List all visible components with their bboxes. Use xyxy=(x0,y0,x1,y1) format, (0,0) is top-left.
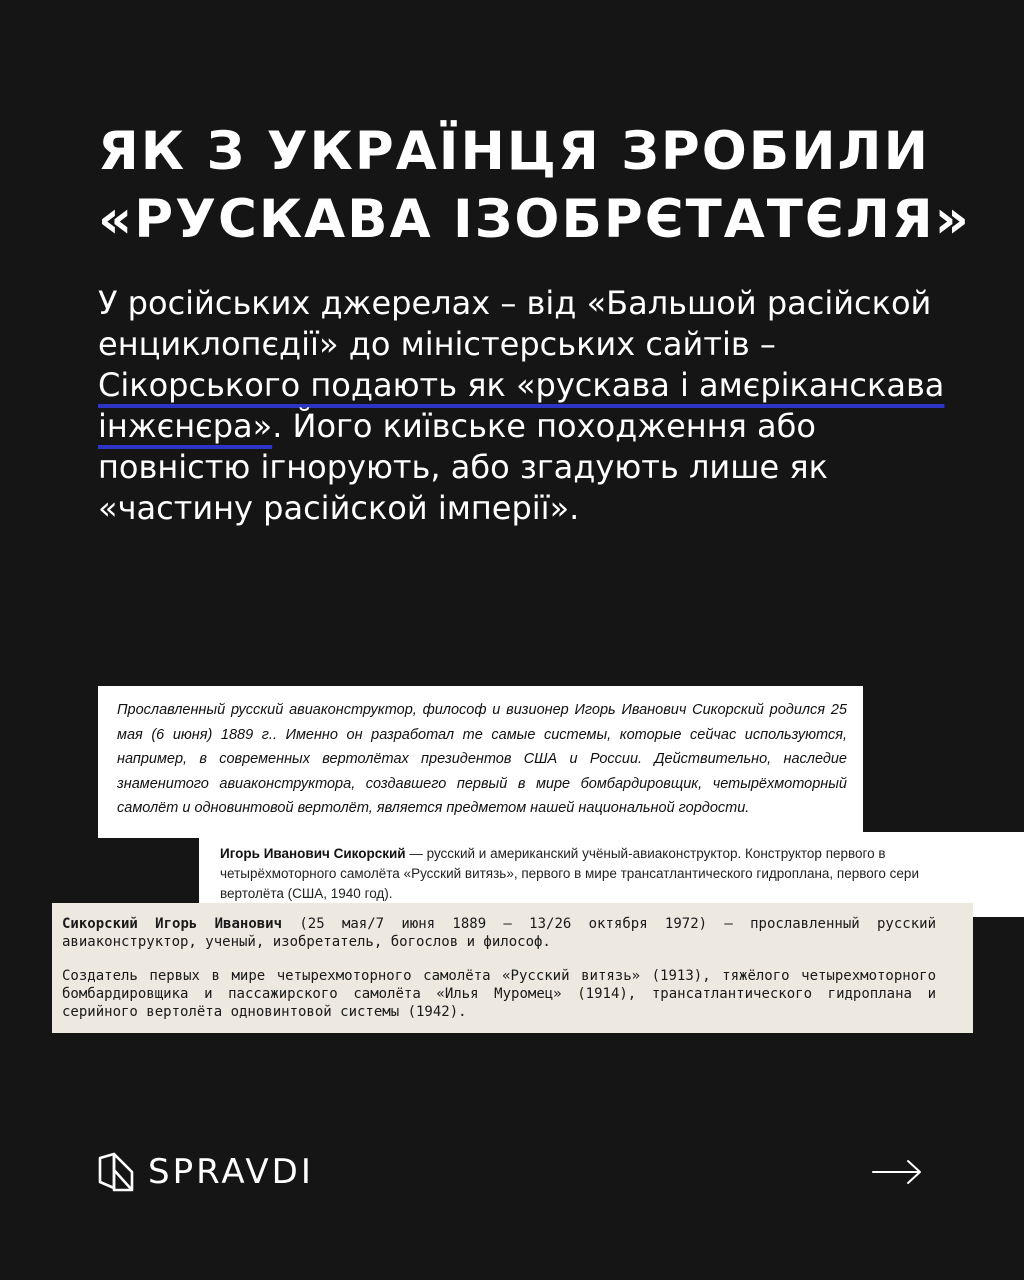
quote-card-2-line-1: Игорь Иванович Сикорский — русский и американский учёный-авиаконструктор. Конструктор первого в xyxy=(220,846,886,861)
title-line-2: «РУСКАВА ІЗОБРЄТАТЄЛЯ» xyxy=(98,189,971,250)
brand-name: SPRAVDI xyxy=(148,1152,314,1192)
quote-card-2-name: Игорь Иванович Сикорский xyxy=(220,846,406,861)
brand-logo xyxy=(98,1151,314,1193)
spravdi-logo-icon xyxy=(98,1152,134,1192)
quote-card-ministry xyxy=(52,903,973,1033)
lead-text-1: У російських джерелах – від «Бальшой расійской енциклопєдії» до міністерських сайтів – xyxy=(98,284,932,363)
quote-card-2-line-2: четырёхмоторного самолёта «Русский витязь», первого в мире трансатлантического гидроплана, первого сери xyxy=(220,866,919,881)
page-title xyxy=(98,118,978,254)
quote-card-3-para-2: Создатель первых в мире четырехмоторного самолёта «Русский витязь» (1913), тяжёлого четырехмоторного бомбардировщика и пассажирского самолёта «Илья Муромец» (1914), трансатлантического гидроплана и серийного вертолёта одновинтовой системы (1942). xyxy=(62,968,936,1020)
quote-card-3-para-1: Сикорский Игорь Иванович (25 мая/7 июня 1889 – 13/26 октября 1972) – прославленный русский авиаконструктор, ученый, изобретатель, богослов и философ. xyxy=(62,916,936,950)
arrow-right-icon[interactable] xyxy=(872,1159,922,1185)
lead-paragraph xyxy=(98,283,978,529)
quote-card-encyclopedia xyxy=(98,686,863,838)
lead-underlined-quote: Сікорського подають як «рускава і амєріканскава інжєнєра» xyxy=(98,366,945,445)
quote-card-3-name: Сикорский Игорь Иванович xyxy=(62,916,283,932)
quote-card-2-line-3: вертолёта (США, 1940 год). xyxy=(220,886,393,901)
quote-card-1-text: Прославленный русский авиаконструктор, философ и визионер Игорь Иванович Сикорский родился 25 мая (6 июня) 1889 г.. Именно он разработал те самые системы, которые сейчас используются, например, в современных вертолётах президентов США и России. Действительно, наследие знаменитого авиаконструктора, создавшего первый в мире бомбардировщик, четырёхмоторный самолёт и одновинтовой вертолёт, является предметом нашей национальной гордости. xyxy=(117,702,847,816)
lead-text-2: . Його київське походження або повністю ігнорують, або згадують лише як «частину расійской імперії». xyxy=(98,407,828,527)
title-line-1: ЯК З УКРАЇНЦЯ ЗРОБИЛИ xyxy=(98,121,930,182)
